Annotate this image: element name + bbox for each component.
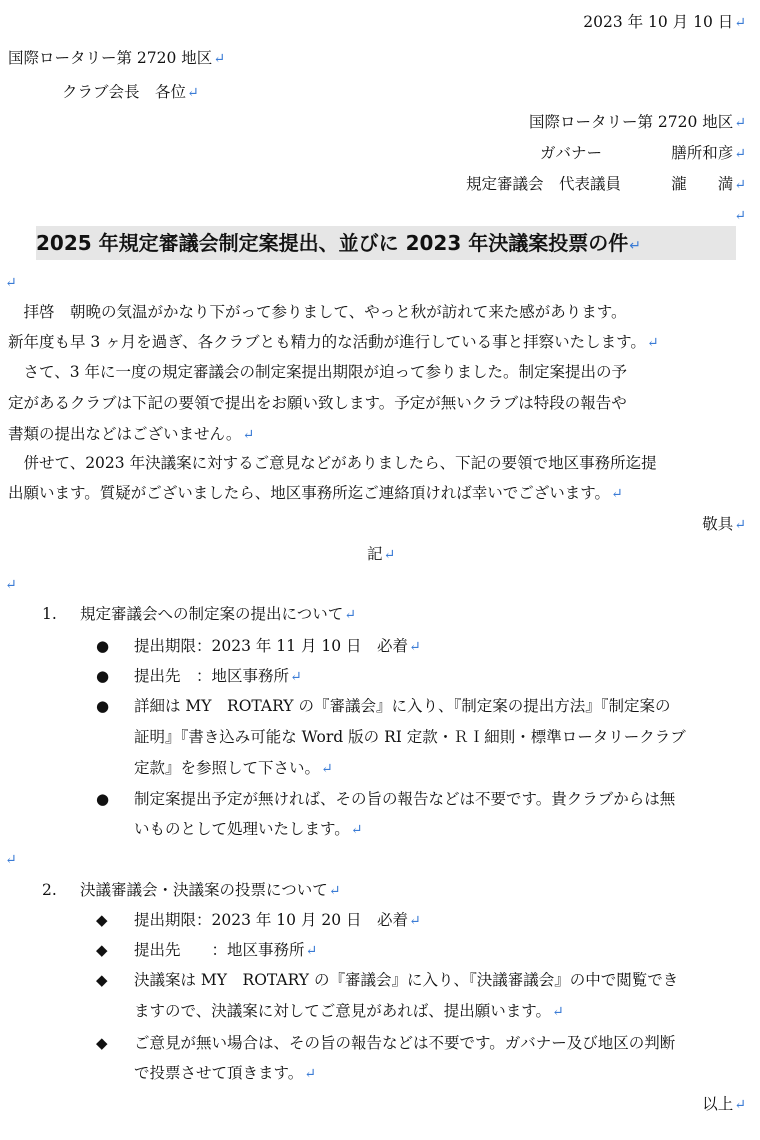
body-line: 併せて、2023 年決議案に対するご意見などがありましたら、下記の要領で地区事務所迄提 (8, 454, 657, 472)
section1-item: 制定案提出予定が無ければ、その旨の報告などは不要です。貴クラブからは無 (134, 790, 676, 808)
empty-line: ↵ (5, 852, 17, 868)
recipient-to: クラブ会長 各位↵ (62, 83, 199, 101)
document-title: 2025 年規定審議会制定案提出、並びに 2023 年決議案投票の件↵ (36, 226, 736, 260)
section1-item-cont: 証明』『書き込み可能な Word 版の RI 定款・ＲＩ細則・標準ロータリークラブ (134, 728, 686, 746)
section1-item-cont: いものとして処理いたします。↵ (134, 820, 363, 838)
body-line: 定があるクラブは下記の要領で提出をお願い致します。予定が無いクラブは特段の報告や (8, 394, 627, 412)
section2-item: 提出期限：2023 年 10 月 20 日 必着↵ (134, 911, 421, 929)
section1-heading: 規定審議会への制定案の提出について↵ (80, 605, 356, 623)
section1-item: 提出期限：2023 年 11 月 10 日 必着↵ (134, 637, 421, 655)
body-line: 新年度も早 3 ヶ月を過ぎ、各クラブとも精力的な活動が進行している事と拝察いたします。↵ (8, 333, 659, 351)
bullet-icon: ● (96, 667, 110, 685)
end-mark: 以上↵ (702, 1095, 746, 1113)
section2-item: ご意見が無い場合は、その旨の報告などは不要です。ガバナー及び地区の判断 (134, 1034, 676, 1052)
section2-item-cont: ますので、決議案に対してご意見があれば、提出願います。↵ (134, 1002, 564, 1020)
date: 2023 年 10 月 10 日↵ (583, 13, 746, 31)
sender-org: 国際ロータリー第 2720 地区↵ (528, 113, 746, 131)
sender-governor-name: 膳所和彦↵ (671, 144, 746, 162)
diamond-bullet-icon: ◆ (96, 1034, 108, 1052)
bullet-icon: ● (96, 697, 110, 715)
diamond-bullet-icon: ◆ (96, 911, 108, 929)
empty-line: ↵ (5, 577, 17, 593)
body-line: 拝啓 朝晩の気温がかなり下がって参りまして、やっと秋が訪れて来た感があります。 (8, 303, 627, 321)
body-line: 出願います。質疑がございましたら、地区事務所迄ご連絡頂ければ幸いでございます。↵ (8, 484, 623, 502)
body-line: 書類の提出などはございません。↵ (8, 425, 255, 443)
diamond-bullet-icon: ◆ (96, 941, 108, 959)
section2-item: 決議案は MY ROTARY の『審議会』に入り、『決議審議会』の中で閲覧でき (134, 971, 679, 989)
sender-council: 規定審議会 代表議員 (466, 175, 622, 193)
section1-item-cont: 定款』を参照して下さい。↵ (134, 759, 333, 777)
section1-item: 提出先 ：地区事務所↵ (134, 667, 302, 685)
section2-item-cont: で投票させて頂きます。↵ (134, 1064, 316, 1082)
section2-number: 2. (42, 881, 57, 899)
diamond-bullet-icon: ◆ (96, 971, 108, 989)
closing-greeting: 敬具↵ (702, 515, 746, 533)
section1-item: 詳細は MY ROTARY の『審議会』に入り、『制定案の提出方法』『制定案の (134, 697, 671, 715)
section1-number: 1. (42, 605, 57, 623)
bullet-icon: ● (96, 790, 110, 808)
section2-item: 提出先 ：地区事務所↵ (134, 941, 318, 959)
sender-governor: ガバナー (540, 144, 603, 162)
body-line: さて、3 年に一度の規定審議会の制定案提出期限が迫って参りました。制定案提出の予 (8, 363, 627, 381)
ki-heading: 記↵ (367, 545, 396, 563)
sender-council-name: 瀧 満↵ (671, 175, 746, 193)
bullet-icon: ● (96, 637, 110, 655)
empty-line: ↵ (5, 275, 17, 291)
recipient-org: 国際ロータリー第 2720 地区↵ (8, 49, 226, 67)
empty-line: ↵ (734, 208, 746, 224)
section2-heading: 決議審議会・決議案の投票について↵ (80, 881, 341, 899)
